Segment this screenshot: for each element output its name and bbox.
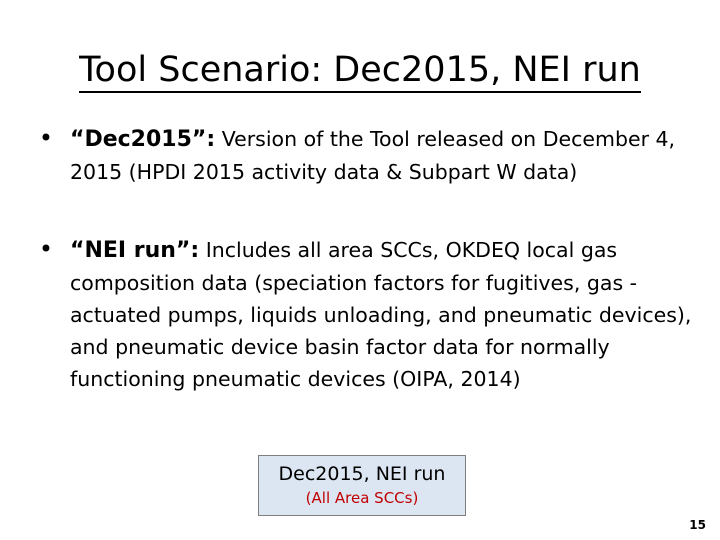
bullet-text: Includes all area SCCs, OKDEQ local gas composition data (speciation factors for fugitives, gas -actuated pumps, liquids unloading, and pneumatic devices), and pneumatic device basin factor data for normally functioning pneumatic devices (OIPA, 2014) <box>70 238 692 391</box>
bullet-term: “Dec2015”: <box>70 127 216 152</box>
bullet-body <box>70 234 696 395</box>
bullet-body <box>70 123 696 188</box>
bullet-marker: • <box>38 124 54 152</box>
bullet-text: Version of the Tool released on December 4, 2015 (HPDI 2015 activity data & Subpart W data) <box>70 127 676 184</box>
bullet-marker: • <box>38 235 54 263</box>
page-number: 15 <box>689 518 706 532</box>
scenario-box-title: Dec2015, NEI run <box>278 463 446 485</box>
slide-title-text: Tool Scenario: Dec2015, NEI run <box>79 49 641 93</box>
scenario-box <box>258 455 466 516</box>
scenario-box-subtitle: (All Area SCCs) <box>305 489 419 507</box>
bullet-term: “NEI run”: <box>70 238 200 263</box>
